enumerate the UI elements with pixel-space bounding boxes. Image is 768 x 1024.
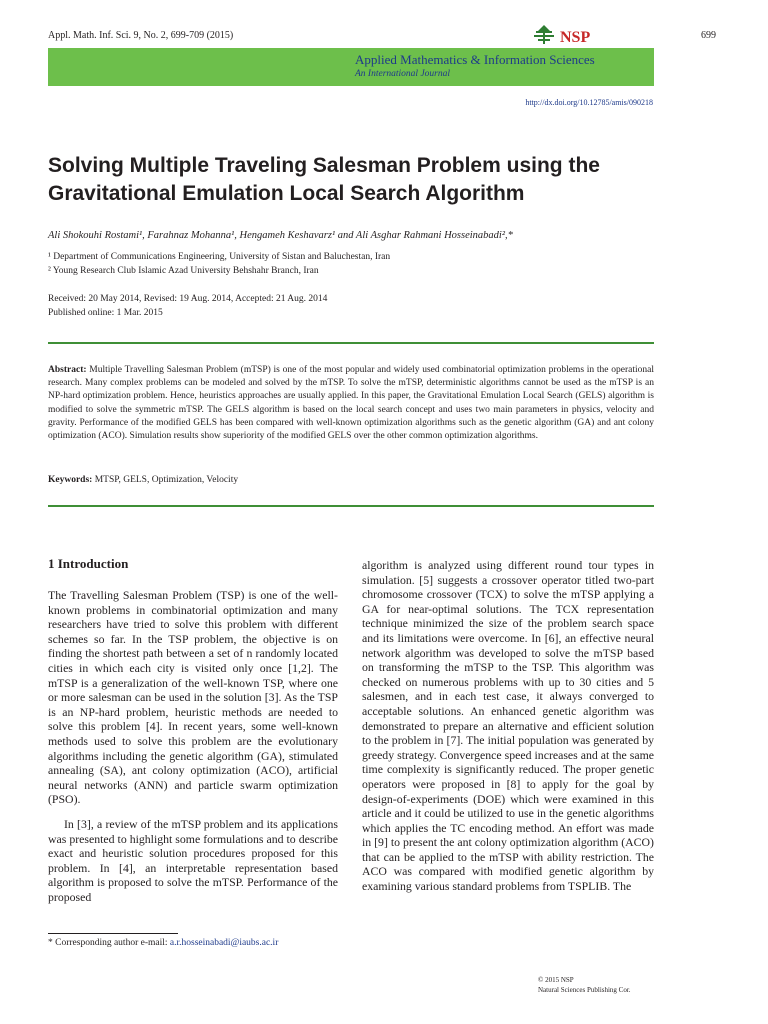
author-list: Ali Shokouhi Rostami¹, Farahnaz Mohanna¹, Hengameh Keshavarz¹ and Ali Asghar Rahmani Hosseinabadi²,*: [48, 230, 513, 241]
paragraph: The Travelling Salesman Problem (TSP) is one of the well-known problems in combinatorial optimization and many researchers have tried to solve this problem with different schemes so far. In the TSP problem, the objective is on finding the shortest path between a set of n randomly located cities in which each city is visited only once [1,2]. The mTSP is a generalization of the well-known TSP, where one or more salesman can be used in the solution [3]. As the TSP is an NP-hard problem, heuristic methods are needed to solve this problem [4]. In recent years, some well-known methods used to solve this problem are the evolutionary algorithms including the genetic algorithm (GA), stimulated annealing (SA), ant colony optimization (ACO), artificial neural networks (ANN) and particle swarm optimization (PSO).: [48, 588, 338, 807]
column-right: [362, 558, 654, 904]
abstract: [48, 364, 654, 443]
footnote: [48, 938, 278, 948]
author-email-link[interactable]: a.r.hosseinabadi@iaubs.ac.ir: [169, 938, 279, 948]
paragraph: In [3], a review of the mTSP problem and its applications was presented to highlight some formulations and to describe exact and heuristic solution procedures proposed for this problem. In [4], an interpretable representation based algorithm is proposed to solve the mTSP. Performance of the proposed: [48, 816, 338, 904]
doi-link[interactable]: http://dx.doi.org/10.12785/amis/090218: [525, 98, 653, 107]
running-header: Appl. Math. Inf. Sci. 9, No. 2, 699-709 (2015): [48, 30, 234, 41]
column-left: [48, 588, 338, 914]
paper-title: Solving Multiple Traveling Salesman Problem using the Gravitational Emulation Local Search Algorithm: [48, 154, 600, 205]
keywords-label: Keywords:: [48, 475, 93, 485]
received-dates: Received: 20 May 2014, Revised: 19 Aug. 2014, Accepted: 21 Aug. 2014: [48, 294, 328, 304]
affiliation-1: ¹ Department of Communications Engineering, University of Sistan and Baluchestan, Iran: [48, 252, 391, 262]
paragraph: algorithm is analyzed using different round tour types in simulation. [5] suggests a crossover operator titled two-part chromosome crossover (TCX) to solve the mTSP applying a GA for near-optimal solutions. The TCX representation technique minimized the size of the problem search space and its limitations were overcome. In [6], an effective neural network algorithm was developed to solve the mTSP based on transforming the mTSP to the TSP. This algorithm was checked on numerous problems with up to 30 cities and 5 salesmen, and in each test case, it always converged to acceptable solutions. An enhanced genetic algorithm was demonstrated to prepare an alternative and efficient solution to the problem in [7]. The initial population was generated by greedy strategy. Convergence speed increases and at the same time complexity is significantly reduced. The proper genetic operators were proposed in [8] to apply for the goal by design-of-experiments (DOE) which were examined in this article and it could be utilized to use in the genetic algorithms which applies the TC encoding method. An effort was made in [9] to present the ant colony optimization algorithm (ACO) that can be applied to the mTSP with ability restriction. The ACO was compared with modified genetic algorithm by examining various standard problems from TSPLIB. The: [362, 558, 654, 894]
copyright-line: © 2015 NSP: [538, 976, 574, 984]
bottom-divider: [48, 505, 654, 507]
journal-name: Applied Mathematics & Information Sciences: [355, 52, 595, 67]
published-date: Published online: 1 Mar. 2015: [48, 308, 163, 318]
keywords-text: MTSP, GELS, Optimization, Velocity: [94, 475, 239, 485]
keywords: [48, 475, 238, 485]
page-number: 699: [701, 30, 716, 41]
journal-subtitle: An International Journal: [355, 69, 450, 79]
logo-text: NSP: [560, 29, 591, 46]
top-divider: [48, 342, 654, 344]
copyright-notice: [538, 975, 631, 995]
section-heading: 1 Introduction: [48, 556, 129, 571]
abstract-text: Multiple Travelling Salesman Problem (mTSP) is one of the most popular and widely used combinatorial optimization problems in the operational research. Many complex problems can be modeled and solved by the mTSP. To solve the mTSP, deterministic algorithms cannot be used as the mTSP is an NP-hard optimization problem. Hence, heuristics approaches are usually applied. In this paper, the Gravitational Emulation Local Search (GELS) algorithm is modified to solve the symmetric mTSP. The GELS algorithm is based on the local search concept and uses two main parameters in physics, velocity and gravity. Performance of the modified GELS has been compared with well-known optimization algorithms such as the genetic algorithm (GA) and ant colony optimization (ACO). Simulation results show superiority of the modified GELS over the other common optimization algorithms.: [48, 365, 655, 442]
footnote-label: * Corresponding author e-mail:: [48, 938, 168, 948]
footnote-rule: [48, 933, 178, 934]
affiliation-2: ² Young Research Club Islamic Azad University Behshahr Branch, Iran: [48, 266, 319, 276]
nsp-logo: [530, 22, 620, 48]
abstract-label: Abstract:: [48, 365, 87, 375]
publisher-line: Natural Sciences Publishing Cor.: [538, 986, 631, 994]
